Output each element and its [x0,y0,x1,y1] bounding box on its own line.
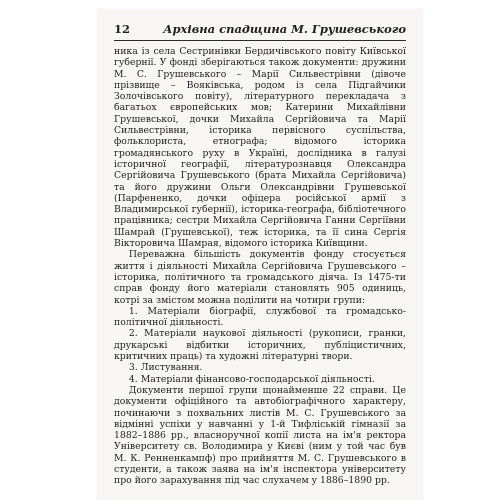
running-title: Архівна спадщина М. Грушевського [163,22,406,36]
paragraph-continuation: ника із села Сестринівки Бердичівського повіту Київської губернії. У фонді зберігаються також документи: дружини М. С. Грушевського – Марії Сильвестрівни (дівоче прізвище – Вояківська, родом із села Підгайчики Золочівського повіту), літературного перекладача з багатьох європейських мов; Катерини Михайлівни Грушевської, дочки Михайла Сергійовича та Марії Сильвестрівни, історика первісного суспільства, фольклориста, етнографа; відомого історика громадянського руху в Україні, дослідника в галузі історичної географії, літературознавця Олександра Сергійовича Грушевського (брата Михайла Сергійовича) та його дружини Ольги Олександрівни Грушевської (Парфененко, дочки офіцера російської армії з Владимирської губернії), історика-географа, бібліотечного працівника; сестри Михайла Сергійовича Ганни Сергіївни Шамрай (Грушевської), теж історика, та її сина Сергія Вікторовича Шамрая, відомого історика Київщини. [114,46,406,250]
body-text [114,46,406,487]
paragraph: Переважна більшість документів фонду стосується життя і діяльності Михайла Сергійовича Грушевського – історика, політичного та громадського діяча. Із 1475-ти справ фонду його матеріали становлять 905 одиниць, котрі за змістом можна поділити на чотири групи: [114,249,406,306]
list-item: 2. Матеріали наукової діяльності (рукописи, гранки, друкарські відбитки історичних, публіцистичних, критичних праць) та художні літературні твори. [114,328,406,363]
book-page [98,10,422,500]
list-item: 1. Матеріали біографії, службової та громадсько-політичної діяльності. [114,305,406,329]
list-item: 4. Матеріали фінансово-господарської діяльності. [128,373,375,385]
paragraph: Документи першої групи щонайменше 22 справи. Це документи офіційного та автобіографічного характеру, починаючи з похвальних листів М. С. Грушевського за відмінні успіхи у навчанні у 1-й Тифліській гімназії за 1882–1886 рр., власноручної копії листа на ім'я ректора Університету св. Володимира у Києві (ним у той час був М. К. Ренненкампф) про прийняття М. С. Грушевського в студенти, а також заява на ім'я інспектора університету про його зарахування під час слухачем у 1886–1890 рр. [114,384,406,487]
page-header [114,18,406,41]
page-number: 12 [114,22,131,36]
list-item: 3. Листування. [128,362,203,374]
